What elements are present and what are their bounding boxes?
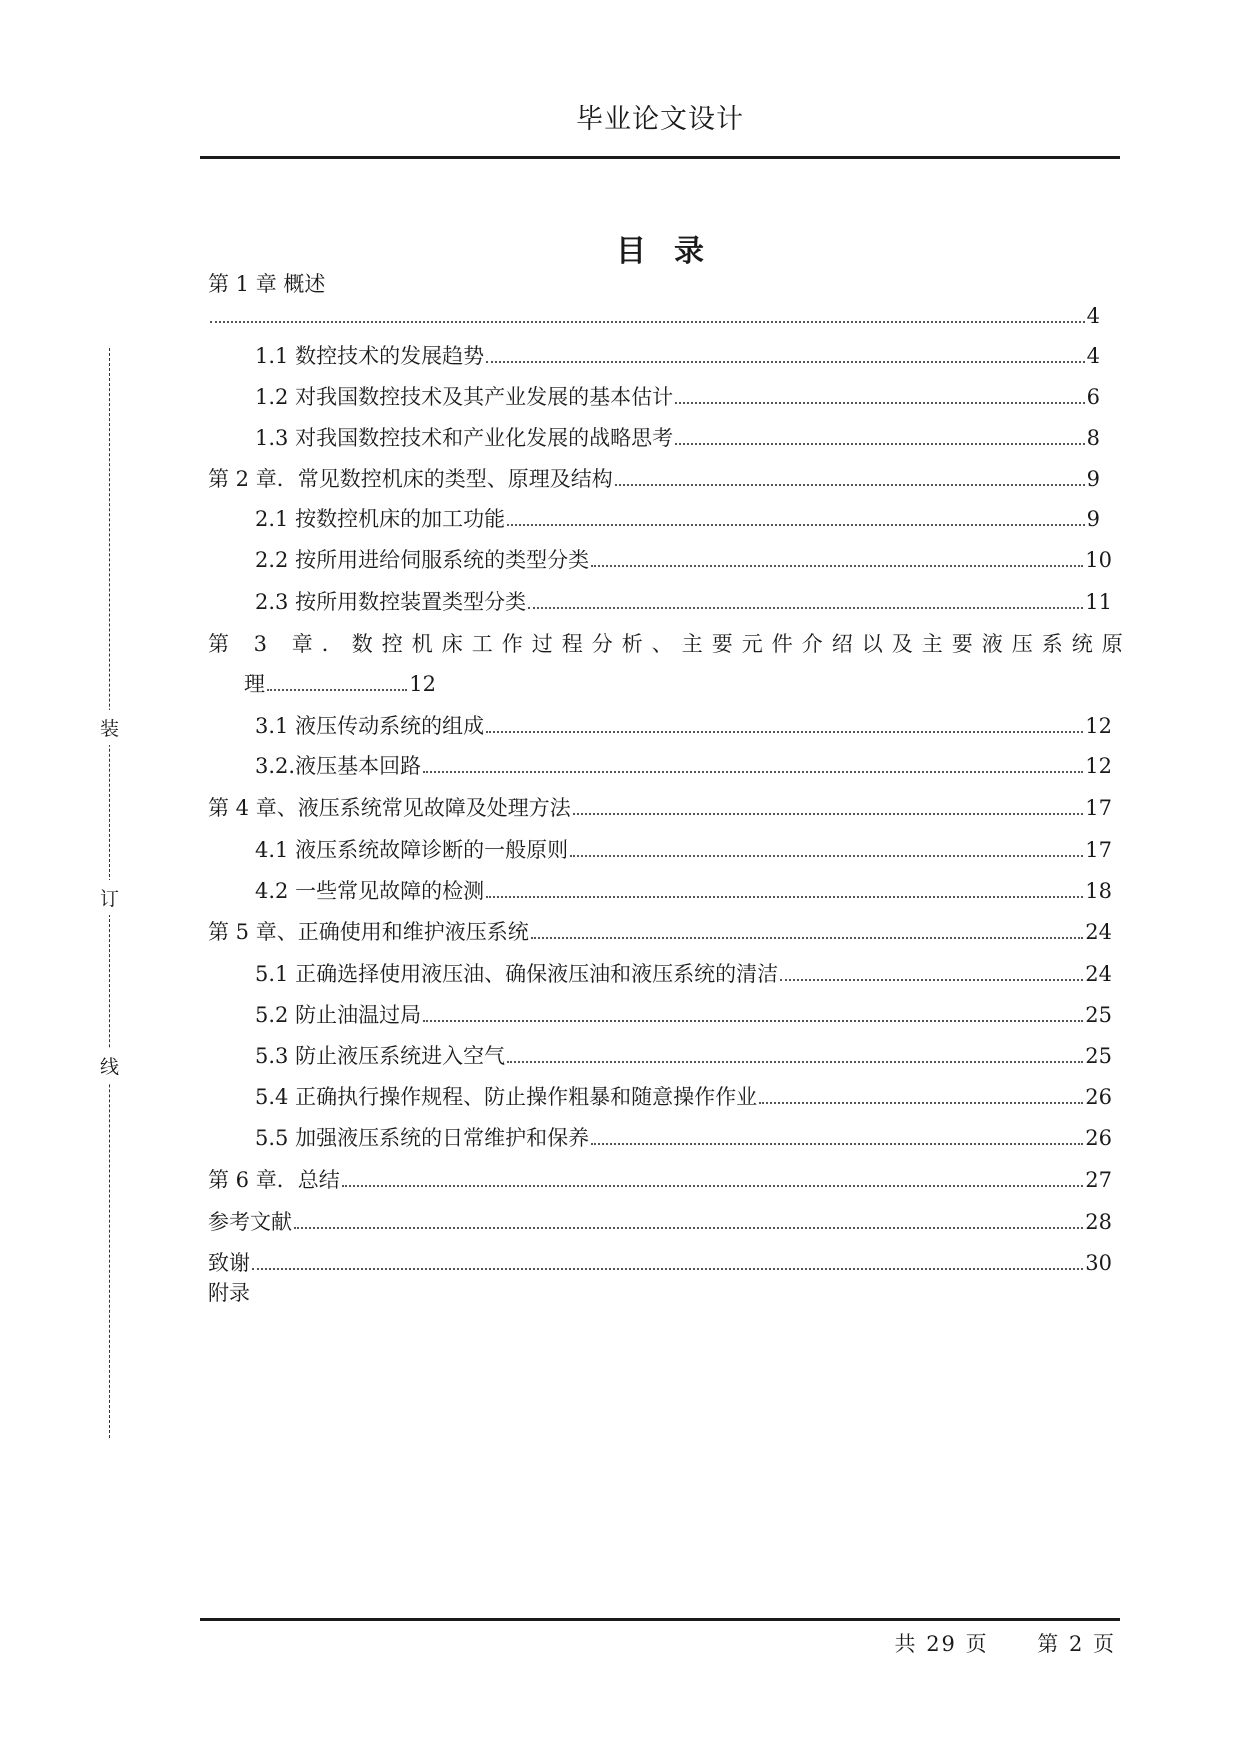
- toc-page: 9: [1086, 467, 1100, 491]
- toc-page: 11: [1085, 590, 1112, 614]
- toc-page: 6: [1086, 385, 1100, 409]
- toc-acknowledgements[interactable]: [208, 1249, 1112, 1277]
- toc-page: 26: [1085, 1126, 1112, 1150]
- toc-page: 12: [1085, 714, 1112, 738]
- toc-leader: [486, 361, 1085, 363]
- toc-entry[interactable]: [255, 836, 1112, 864]
- toc-entry[interactable]: [255, 588, 1112, 616]
- toc-leader: [267, 689, 407, 691]
- toc-leader: [570, 855, 1083, 857]
- toc-label: 第 3 章．数控机床工作过程分析、主要元件介绍以及主要液压系统原: [208, 632, 1132, 656]
- toc-page: 18: [1085, 879, 1112, 903]
- toc-page: 4: [1086, 304, 1100, 328]
- toc-leader: [507, 1061, 1083, 1063]
- total-pages: 共 29 页: [894, 1632, 989, 1656]
- toc-label: 理: [244, 672, 265, 696]
- toc-page: 10: [1085, 548, 1112, 572]
- toc-label: 4.1 液压系统故障诊断的一般原则: [255, 838, 569, 862]
- toc-entry[interactable]: [255, 1124, 1112, 1152]
- toc-entry[interactable]: [255, 383, 1100, 411]
- toc-label: 5.4 正确执行操作规程、防止操作粗暴和随意操作作业: [255, 1085, 758, 1109]
- toc-leader: [531, 937, 1084, 939]
- toc-label: 2.1 按数控机床的加工功能: [255, 507, 506, 531]
- toc-chapter-3-line-2[interactable]: [244, 670, 436, 698]
- toc-chapter-3-line-1[interactable]: [208, 630, 1132, 658]
- toc-leader: [486, 896, 1083, 898]
- toc-leader: [591, 1143, 1083, 1145]
- toc-leader: [528, 607, 1083, 609]
- toc-label: 附录: [208, 1281, 250, 1305]
- toc-leader: [423, 771, 1083, 773]
- toc-leader: [615, 484, 1085, 486]
- toc-label: 第 1 章 概述: [208, 272, 326, 296]
- toc-page: 12: [409, 672, 436, 696]
- toc-appendix[interactable]: [208, 1279, 250, 1307]
- toc-label: 2.2 按所用进给伺服系统的类型分类: [255, 548, 590, 572]
- toc-label: 第 5 章、正确使用和维护液压系统: [208, 920, 529, 944]
- toc-chapter[interactable]: [208, 918, 1112, 946]
- toc-leader: [294, 1227, 1083, 1229]
- page-footer: [885, 1628, 1116, 1658]
- toc-references[interactable]: [208, 1208, 1112, 1236]
- toc-entry[interactable]: [255, 424, 1100, 452]
- toc-label: 3.1 液压传动系统的组成: [255, 714, 485, 738]
- toc-label: 1.2 对我国数控技术及其产业发展的基本估计: [255, 385, 674, 409]
- toc-leader: [252, 1268, 1083, 1270]
- current-page: 第 2 页: [1037, 1632, 1116, 1656]
- header-rule: [200, 156, 1120, 159]
- footer-rule: [200, 1618, 1120, 1621]
- toc-page: 25: [1085, 1003, 1112, 1027]
- toc-label: 5.3 防止液压系统进入空气: [255, 1044, 506, 1068]
- binding-char: 线: [100, 1048, 119, 1083]
- toc-entry[interactable]: [255, 546, 1112, 574]
- toc-chapter-1-label-line: [208, 270, 325, 298]
- toc-leader: [342, 1185, 1084, 1187]
- toc-page: 17: [1085, 796, 1112, 820]
- toc-label: 第 2 章．常见数控机床的类型、原理及结构: [208, 467, 613, 491]
- toc-leader: [759, 1102, 1083, 1104]
- toc-leader: [591, 565, 1083, 567]
- toc-entry[interactable]: [255, 960, 1112, 988]
- toc-leader: [675, 402, 1085, 404]
- toc-page: 4: [1086, 344, 1100, 368]
- toc-label: 参考文献: [208, 1210, 292, 1234]
- toc-page: 25: [1085, 1044, 1112, 1068]
- toc-label: 第 6 章．总结: [208, 1168, 340, 1192]
- toc-entry[interactable]: [255, 712, 1112, 740]
- toc-entry[interactable]: [255, 752, 1112, 780]
- toc-label: 5.2 防止油温过局: [255, 1003, 422, 1027]
- toc-chapter[interactable]: [208, 794, 1112, 822]
- toc-title-char: 目: [616, 234, 646, 269]
- toc-label: 1.1 数控技术的发展趋势: [255, 344, 485, 368]
- toc-title: [200, 226, 1120, 270]
- toc-label: 致谢: [208, 1251, 250, 1275]
- toc-page: 24: [1085, 920, 1112, 944]
- toc-label: 1.3 对我国数控技术和产业化发展的战略思考: [255, 426, 674, 450]
- toc-page: 28: [1085, 1210, 1112, 1234]
- toc-page: 27: [1085, 1168, 1112, 1192]
- toc-page: 12: [1085, 754, 1112, 778]
- toc-page: 24: [1085, 962, 1112, 986]
- toc-entry[interactable]: [255, 342, 1100, 370]
- page-header-title: 毕业论文设计: [576, 104, 744, 135]
- toc-chapter[interactable]: [208, 1166, 1112, 1194]
- binding-char: 装: [100, 710, 119, 745]
- toc-label: 3.2.液压基本回路: [255, 754, 422, 778]
- toc-leader: [573, 813, 1084, 815]
- toc-entry[interactable]: [255, 505, 1100, 533]
- toc-page: 9: [1086, 507, 1100, 531]
- toc-leader: [210, 321, 1085, 323]
- toc-label: 2.3 按所用数控装置类型分类: [255, 590, 527, 614]
- toc-label: 5.5 加强液压系统的日常维护和保养: [255, 1126, 590, 1150]
- toc-page: 26: [1085, 1085, 1112, 1109]
- toc-page: 17: [1085, 838, 1112, 862]
- toc-title-char: 录: [674, 234, 704, 269]
- toc-chapter-1-page-line[interactable]: [208, 302, 1100, 330]
- toc-label: 第 4 章、液压系统常见故障及处理方法: [208, 796, 571, 820]
- binding-char: 订: [100, 880, 119, 915]
- toc-entry[interactable]: [255, 1001, 1112, 1029]
- toc-label: 4.2 一些常见故障的检测: [255, 879, 485, 903]
- toc-chapter[interactable]: [208, 465, 1100, 493]
- toc-entry[interactable]: [255, 877, 1112, 905]
- toc-entry[interactable]: [255, 1042, 1112, 1070]
- toc-leader: [486, 731, 1083, 733]
- toc-leader: [507, 524, 1085, 526]
- toc-entry[interactable]: [255, 1083, 1112, 1111]
- toc-page: 30: [1085, 1251, 1112, 1275]
- toc-label: 5.1 正确选择使用液压油、确保液压油和液压系统的清洁: [255, 962, 779, 986]
- toc-leader: [423, 1020, 1083, 1022]
- toc-leader: [675, 443, 1085, 445]
- toc-leader: [780, 979, 1083, 981]
- toc-page: 8: [1086, 426, 1100, 450]
